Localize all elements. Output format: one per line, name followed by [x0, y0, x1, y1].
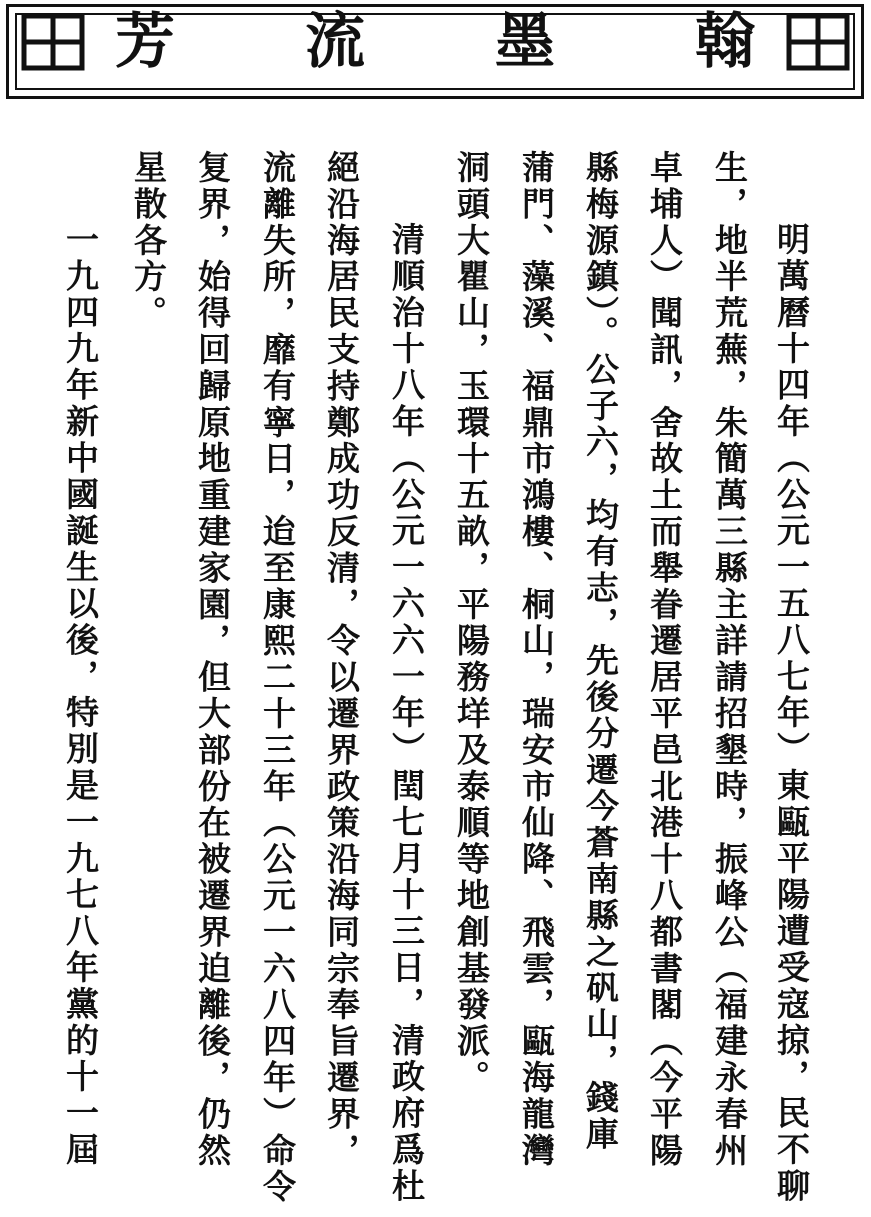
title-char-2: 墨 — [495, 7, 555, 77]
text-column-9: 流離失所，靡有寧日，迨至康熙二十三年（公元一六八四年）命令 — [258, 150, 297, 1206]
title-char-1: 翰 — [695, 7, 755, 77]
text-column-5: 蒲門、藻溪、福鼎市鴻樓、桐山，瑞安市仙降、飛雲，甌海龍灣 — [517, 150, 556, 1170]
title-char-3: 流 — [305, 7, 365, 77]
text-column-8: 絕沿海居民支持鄭成功反清，令以遷界政策沿海同宗奉旨遷界， — [322, 150, 361, 1170]
text-column-12: 一九四九年新中國誕生以後，特別是一九七八年黨的十一屆 — [61, 222, 100, 1169]
right-fret-ornament — [781, 8, 851, 76]
text-column-7: 清順治十八年（公元一六六一年）閏七月十三日，清政府爲杜 — [387, 222, 426, 1205]
text-column-6: 洞頭大瞿山，玉環十五畝，平陽務垟及泰順等地創基發派。 — [452, 150, 491, 1097]
text-column-3: 卓埔人）聞訊，舍故土而舉眷遷居平邑北港十八都書閣（今平陽 — [645, 150, 684, 1170]
text-column-4: 縣梅源鎮）。公子六，均有志，先後分遷今蒼南縣之矾山，錢庫 — [581, 150, 620, 1153]
text-column-1: 明萬曆十四年（公元一五八七年）東甌平陽遭受寇掠，民不聊 — [772, 222, 811, 1205]
text-column-10: 复界，始得回歸原地重建家園，但大部份在被遷界迫離後，仍然 — [193, 150, 232, 1170]
left-fret-ornament — [20, 8, 90, 76]
text-column-2: 生，地半荒蕪，朱簡萬三縣主詳請招墾時，振峰公（福建永春州 — [710, 150, 749, 1170]
title-char-4: 芳 — [115, 7, 175, 77]
text-column-11: 星散各方。 — [129, 150, 168, 332]
